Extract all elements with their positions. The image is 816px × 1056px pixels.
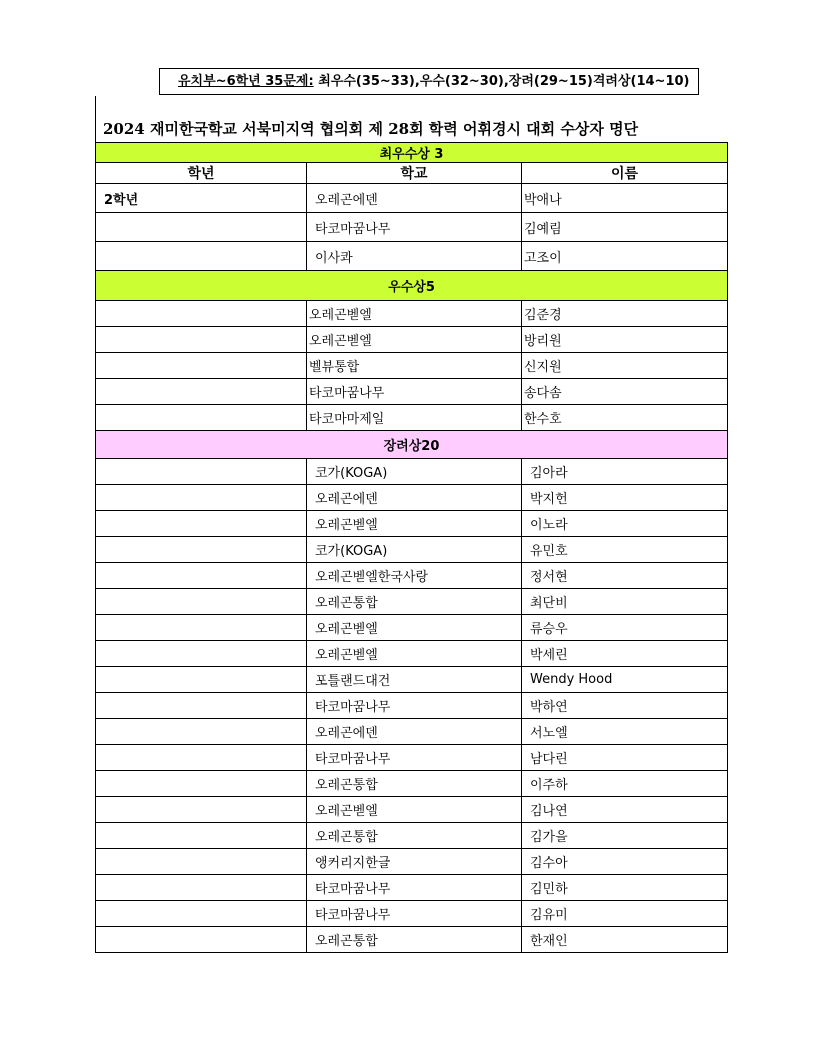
grade-cell — [96, 589, 307, 615]
table-row — [96, 301, 728, 327]
grade-cell — [96, 771, 307, 797]
name-cell: 최단비 — [522, 589, 728, 615]
school-cell: 오레곤벧엘한국사랑 — [307, 563, 522, 589]
grade-cell — [96, 242, 307, 271]
school-cell: 오레곤에덴 — [307, 485, 522, 511]
school-cell: 벨뷰통합 — [307, 353, 522, 379]
name-cell: Wendy Hood — [522, 667, 728, 693]
grade-cell — [96, 667, 307, 693]
grade-cell — [96, 901, 307, 927]
table-row — [96, 184, 728, 213]
name-cell: 김수아 — [522, 849, 728, 875]
school-cell: 타코마꿈나무 — [307, 901, 522, 927]
school-cell: 오레곤벧엘 — [307, 301, 522, 327]
school-cell: 오레곤벧엘 — [307, 797, 522, 823]
table-row — [96, 797, 728, 823]
name-cell: 김나연 — [522, 797, 728, 823]
table-row — [96, 485, 728, 511]
grade-cell — [96, 719, 307, 745]
column-header-row — [96, 163, 728, 184]
grade-cell — [96, 927, 307, 953]
grade-cell — [96, 745, 307, 771]
school-cell: 오레곤벧엘 — [307, 641, 522, 667]
school-cell: 오레곤벧엘 — [307, 327, 522, 353]
column-header-grade: 학년 — [96, 163, 307, 184]
left-rule — [95, 96, 96, 144]
table-row — [96, 379, 728, 405]
table-row — [96, 242, 728, 271]
name-cell: 이주하 — [522, 771, 728, 797]
name-cell: 김유미 — [522, 901, 728, 927]
table-row — [96, 745, 728, 771]
table-row — [96, 693, 728, 719]
school-cell: 코가(KOGA) — [307, 537, 522, 563]
grade-cell — [96, 537, 307, 563]
criteria-label: 유치부~6학년 35문제: — [178, 74, 314, 89]
table-row — [96, 537, 728, 563]
column-header-school: 학교 — [307, 163, 522, 184]
table-row — [96, 901, 728, 927]
school-cell: 오레곤벧엘 — [307, 615, 522, 641]
grade-cell — [96, 849, 307, 875]
name-cell: 남다린 — [522, 745, 728, 771]
grade-cell — [96, 459, 307, 485]
grade-cell — [96, 797, 307, 823]
school-cell: 코가(KOGA) — [307, 459, 522, 485]
document-title: 2024 재미한국학교 서북미지역 협의회 제 28회 학력 어휘경시 대회 수상자 명단 — [103, 120, 639, 138]
column-header-name: 이름 — [522, 163, 728, 184]
grade-cell — [96, 353, 307, 379]
grade-cell — [96, 327, 307, 353]
grade-cell — [96, 301, 307, 327]
grade-cell — [96, 641, 307, 667]
score-criteria-banner — [159, 68, 699, 95]
school-cell: 오레곤통합 — [307, 823, 522, 849]
school-cell: 이사콰 — [307, 242, 522, 271]
table-row — [96, 459, 728, 485]
grade-cell — [96, 615, 307, 641]
table-row — [96, 327, 728, 353]
table-row — [96, 405, 728, 431]
section-row-excellent-award — [96, 271, 728, 301]
school-cell: 오레곤통합 — [307, 589, 522, 615]
table-row — [96, 641, 728, 667]
table-row — [96, 823, 728, 849]
name-cell: 한재인 — [522, 927, 728, 953]
grade-cell — [96, 213, 307, 242]
section-title-encouragement-award: 장려상20 — [96, 431, 728, 459]
name-cell: 송다솜 — [522, 379, 728, 405]
name-cell: 서노엘 — [522, 719, 728, 745]
school-cell: 포틀랜드대건 — [307, 667, 522, 693]
table-row — [96, 849, 728, 875]
awards-table — [95, 142, 728, 953]
school-cell: 타코마꿈나무 — [307, 693, 522, 719]
section-title-top-award: 최우수상 3 — [96, 143, 728, 163]
name-cell: 박애나 — [522, 184, 728, 213]
table-row — [96, 353, 728, 379]
grade-cell — [96, 485, 307, 511]
name-cell: 박지헌 — [522, 485, 728, 511]
school-cell: 타코마꿈나무 — [307, 213, 522, 242]
name-cell: 박세린 — [522, 641, 728, 667]
school-cell: 타코마꿈나무 — [307, 875, 522, 901]
grade-cell — [96, 379, 307, 405]
school-cell: 타코마꿈나무 — [307, 745, 522, 771]
school-cell: 타코마마제일 — [307, 405, 522, 431]
table-row — [96, 719, 728, 745]
grade-cell — [96, 563, 307, 589]
grade-cell: 2학년 — [96, 184, 307, 213]
table-row — [96, 563, 728, 589]
table-row — [96, 771, 728, 797]
name-cell: 김예림 — [522, 213, 728, 242]
name-cell: 김가을 — [522, 823, 728, 849]
name-cell: 김아라 — [522, 459, 728, 485]
grade-cell — [96, 875, 307, 901]
table-row — [96, 667, 728, 693]
name-cell: 김민하 — [522, 875, 728, 901]
name-cell: 한수호 — [522, 405, 728, 431]
name-cell: 방리원 — [522, 327, 728, 353]
grade-cell — [96, 405, 307, 431]
school-cell: 앵커리지한글 — [307, 849, 522, 875]
section-title-excellent-award: 우수상5 — [96, 271, 728, 301]
school-cell: 오레곤에덴 — [307, 719, 522, 745]
grade-cell — [96, 511, 307, 537]
school-cell: 오레곤통합 — [307, 771, 522, 797]
name-cell: 박하연 — [522, 693, 728, 719]
grade-cell — [96, 693, 307, 719]
school-cell: 오레곤에덴 — [307, 184, 522, 213]
school-cell: 오레곤벧엘 — [307, 511, 522, 537]
section-row-encouragement-award — [96, 431, 728, 459]
table-row — [96, 875, 728, 901]
school-cell: 타코마꿈나무 — [307, 379, 522, 405]
grade-cell — [96, 823, 307, 849]
name-cell: 정서현 — [522, 563, 728, 589]
criteria-ranges: 최우수(35~33),우수(32~30),장려(29~15)격려상(14~10) — [313, 74, 690, 89]
name-cell: 김준경 — [522, 301, 728, 327]
name-cell: 이노라 — [522, 511, 728, 537]
table-row — [96, 927, 728, 953]
table-row — [96, 511, 728, 537]
name-cell: 류승우 — [522, 615, 728, 641]
section-row-top-award — [96, 143, 728, 163]
school-cell: 오레곤통합 — [307, 927, 522, 953]
table-row — [96, 589, 728, 615]
name-cell: 신지원 — [522, 353, 728, 379]
table-row — [96, 615, 728, 641]
name-cell: 유민호 — [522, 537, 728, 563]
table-row — [96, 213, 728, 242]
name-cell: 고조이 — [522, 242, 728, 271]
